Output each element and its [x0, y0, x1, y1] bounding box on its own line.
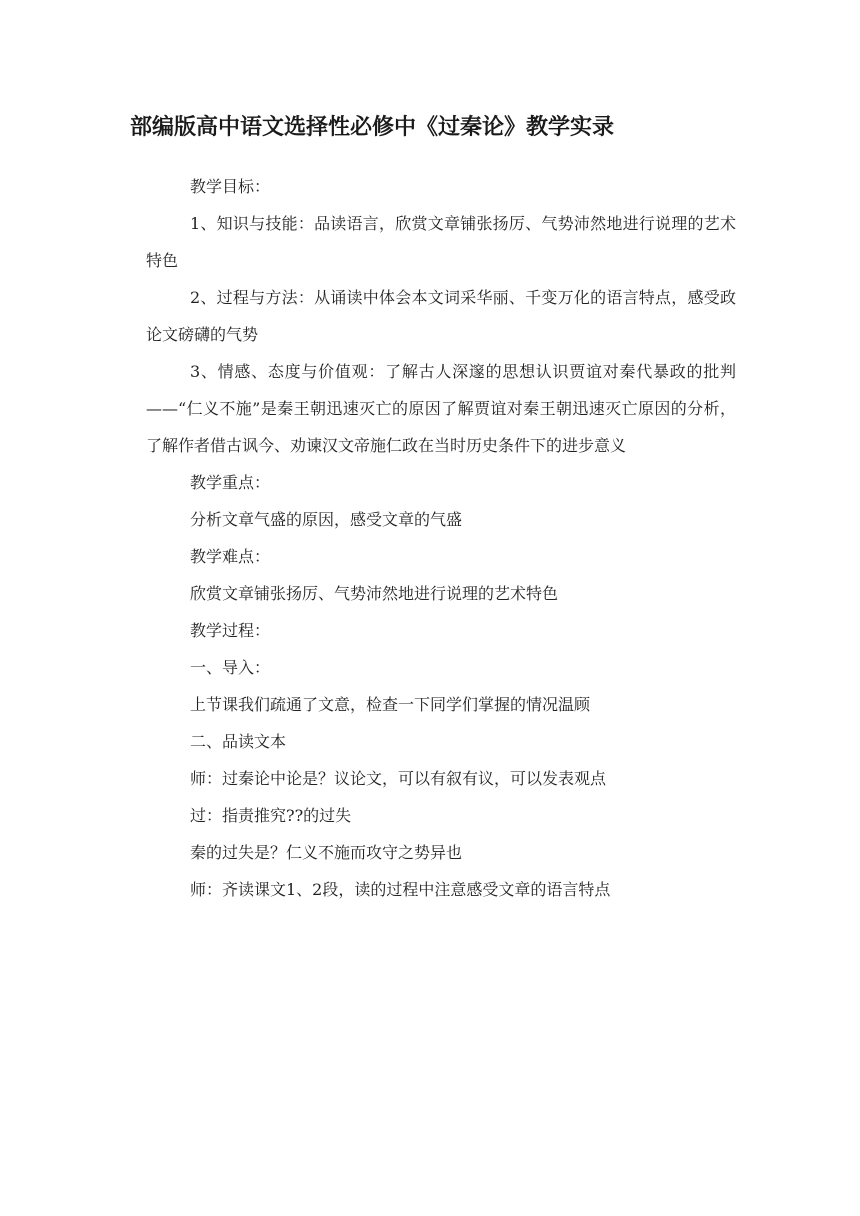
- paragraph-definition: 过：指责推究??的过失: [190, 806, 352, 825]
- paragraph-key-points-heading: 教学重点：: [190, 473, 271, 492]
- paragraph-intro: 上节课我们疏通了文意，检查一下同学们掌握的情况温顾: [190, 695, 591, 714]
- paragraph-qin-fault: 秦的过失是？仁义不施而攻守之势异也: [190, 843, 463, 862]
- paragraph-intro-heading: 一、导入：: [190, 658, 271, 677]
- document-body: [146, 168, 736, 908]
- paragraph-difficulties-heading: 教学难点：: [190, 547, 271, 566]
- paragraph-teacher-question: 师：过秦论中论是？议论文，可以有叙有议，可以发表观点: [190, 769, 607, 788]
- paragraph-goal-process: 2、过程与方法：从诵读中体会本文词采华丽、千变万化的语言特点，感受政论文磅礴的气势: [146, 288, 736, 344]
- paragraph-key-points: 分析文章气盛的原因，感受文章的气盛: [190, 510, 463, 529]
- paragraph-goal-knowledge: 1、知识与技能：品读语言，欣赏文章铺张扬厉、气势沛然地进行说理的艺术特色: [146, 214, 736, 270]
- paragraph-process-heading: 教学过程：: [190, 621, 271, 640]
- paragraph-reading-heading: 二、品读文本: [190, 732, 287, 751]
- paragraph-difficulties: 欣赏文章铺张扬厉、气势沛然地进行说理的艺术特色: [190, 584, 559, 603]
- paragraph-teaching-goals-heading: 教学目标：: [190, 177, 271, 196]
- paragraph-teacher-instruction: 师：齐读课文1、2段，读的过程中注意感受文章的语言特点: [190, 880, 611, 899]
- document-title: 部编版高中语文选择性必修中《过秦论》教学实录: [130, 115, 615, 140]
- paragraph-goal-values: 3、情感、态度与价值观：了解古人深邃的思想认识贾谊对秦代暴政的批判——“仁义不施”是秦王朝迅速灭亡的原因了解贾谊对秦王朝迅速灭亡原因的分析，了解作者借古讽今、劝谏汉文帝施仁政在当时历史条件下的进步意义: [146, 362, 736, 455]
